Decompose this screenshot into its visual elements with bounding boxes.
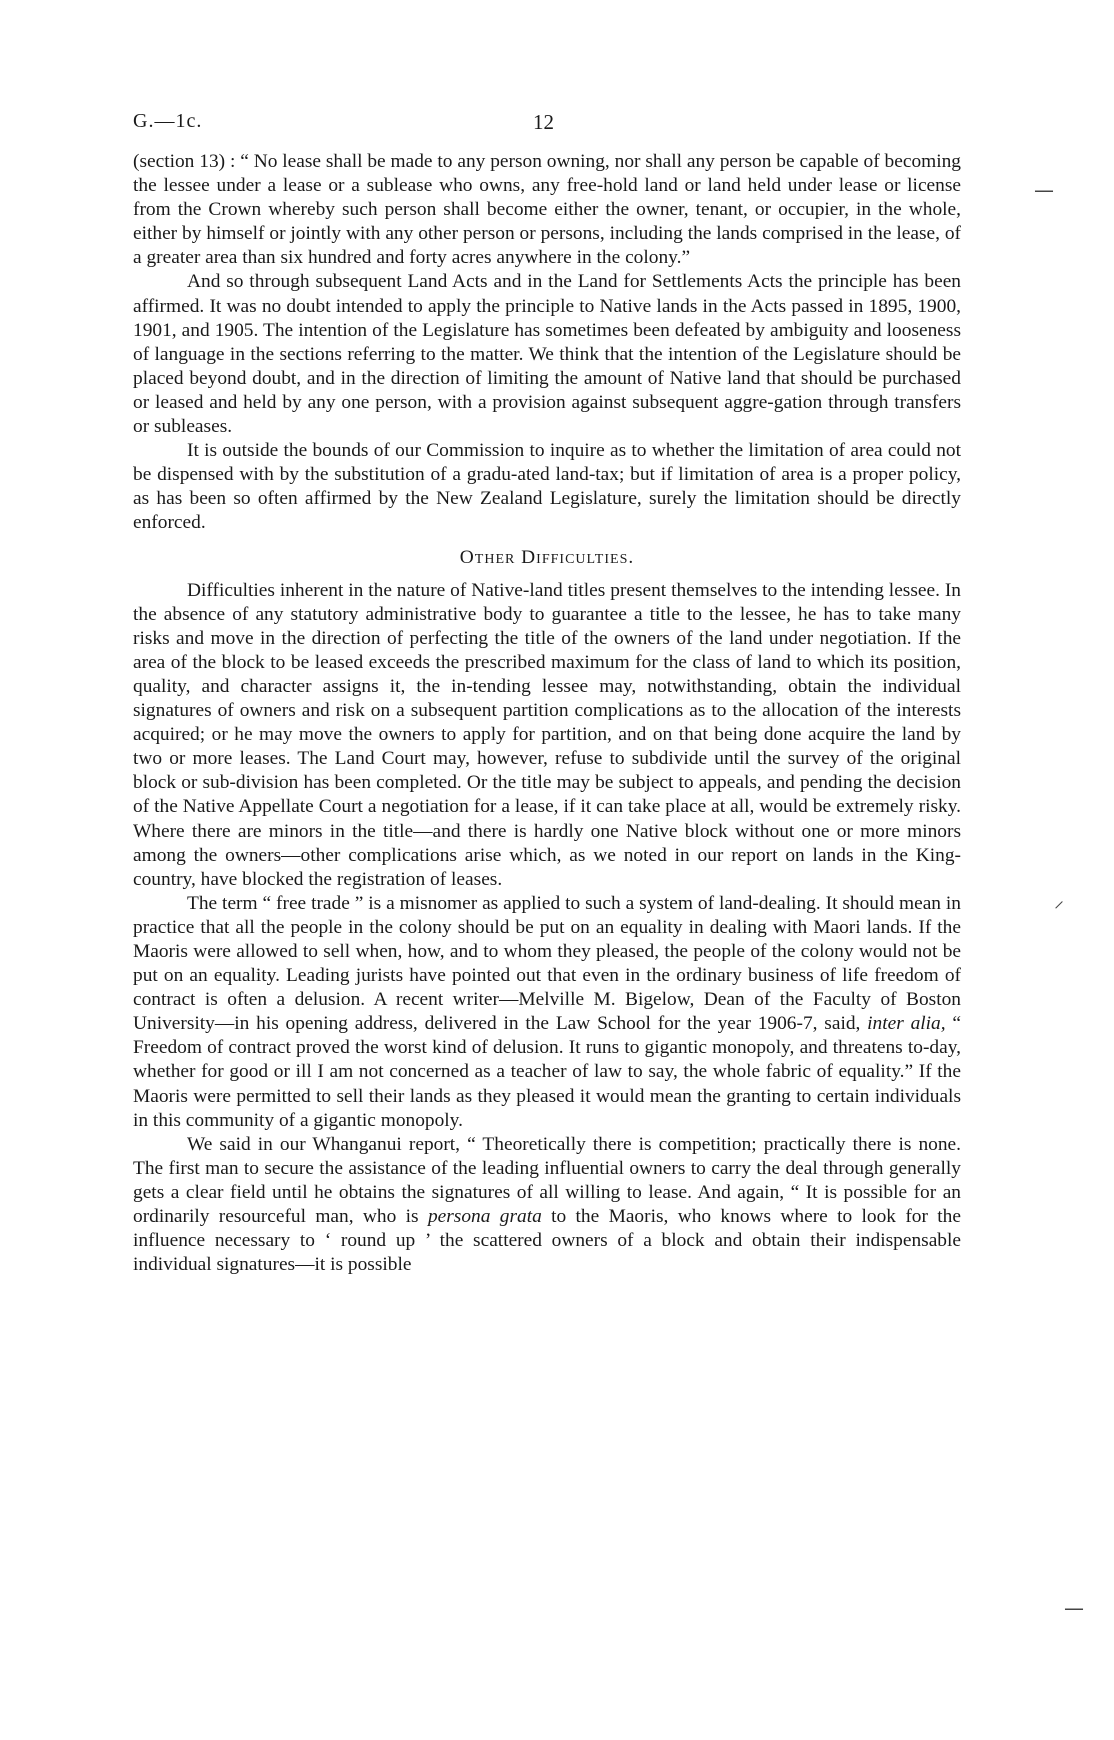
paragraph-graduated-land-tax: It is outside the bounds of our Commission to inquire as to whether the limitation of area could not be dispensed with by the substitution of a gradu-ated land-tax; but if limitation of area is a proper policy, as has been so often affirmed by the New Zealand Legislature, surely the limitation should be directly enforced.	[133, 440, 961, 534]
paragraph-section-13-quote: (section 13) : “ No lease shall be made to any person owning, nor shall any person be capable of becoming the lessee under a lease or a sublease who owns, any free-hold land or land held under lease or license from the Crown whereby such person shall become either the owner, tenant, or occupier, in the whole, either by himself or jointly with any other person or persons, including the lands comprised in the lease, of a greater area than six hundred and forty acres anywhere in the colony.”	[133, 151, 961, 269]
margin-mark-top: —	[1034, 178, 1054, 202]
paragraph-free-trade	[133, 892, 961, 1133]
margin-mark-middle: ⸝	[1054, 888, 1064, 912]
paragraph-land-acts: And so through subsequent Land Acts and in the Land for Settlements Acts the principle has been affirmed. It was no doubt intended to apply the principle to Native lands in the Acts passed in 1895, 1900, 1901, and 1905. The intention of the Legislature has sometimes been defeated by ambiguity and looseness of language in the sections referring to the matter. We think that the intention of the Legislature should be placed beyond doubt, and in the direction of limiting the amount of Native land that should be purchased or leased and held by any one person, with a provision against subsequent aggre-gation through transfers or subleases.	[133, 271, 961, 438]
whanganui-text-2: to the Maoris, who knows where to look for the influence necessary to ‘ round up ’ the scattered owners of a block and obtain their indispensable individual signatures—it is possible	[133, 1206, 961, 1276]
body-text	[133, 150, 961, 1277]
document-reference: G.—1c.	[133, 110, 203, 132]
paragraph-native-land-titles: Difficulties inherent in the nature of Native-land titles present themselves to the intending lessee. In the absence of any statutory administrative body to guarantee a title to the lessee, he has to take many risks and move in the direction of perfecting the title of the owners of the land under negotiation. If the area of the block to be leased exceeds the prescribed maximum for the class of land to which its position, quality, and character assigns it, the in-tending lessee may, notwithstanding, obtain the individual signatures of owners and risk on a subsequent partition complications as to the allocation of the interests acquired; or he may move the owners to apply for partition, and on that being done acquire the land by two or more leases. The Land Court may, however, refuse to subdivide until the survey of the original block or sub-division has been completed. Or the title may be subject to appeals, and pending the decision of the Native Appellate Court a negotiation for a lease, if it can take place at all, would be extremely risky. Where there are minors in the title—and there is hardly one Native block without one or more minors among the owners—other complications arise which, as we noted in our report on lands in the King-country, have blocked the registration of leases.	[133, 579, 961, 890]
section-heading-other-difficulties: Other Difficulties.	[459, 546, 635, 568]
whanganui-text-1: We said in our Whanganui report, “ Theoretically there is competition; practically there is none. The first man to secure the assistance of the leading influential owners to carry the deal through generally gets a clear field until he obtains the signatures of all willing to lease. And again, “ It is possible for an ordinarily resourceful man, who is	[133, 1133, 961, 1228]
inter-alia-italic: inter alia,	[867, 1013, 946, 1035]
margin-mark-bottom: —	[1064, 1596, 1084, 1620]
free-trade-text-1: The term “ free trade ” is a misnomer as applied to such a system of land-dealing. It should mean in practice that all the people in the colony should be put on an equality in dealing with Maori lands. If the Maoris were allowed to sell when, how, and to whom they pleased, the people of the colony would not be put on an equality. Leading jurists have pointed out that even in the ordinary business of life freedom of contract is often a delusion. A recent writer—Melville M. Bigelow, Dean of the Faculty of Boston University—in his opening address, delivered in the Law School for the year 1906-7, said,	[133, 892, 961, 1035]
page-number: 12	[533, 110, 554, 134]
free-trade-text-2: “ Freedom of contract proved the worst kind of delusion. It runs to gigantic monopoly, and threatens to-day, whether for good or ill I am not concerned as a teacher of law to say, the whole fabric of equality.” If the Maoris were permitted to sell their lands as they pleased it would mean the granting to certain individuals in this community of a gigantic monopoly.	[133, 1013, 961, 1131]
page-header	[133, 110, 961, 146]
persona-grata-italic: persona grata	[427, 1206, 542, 1228]
paragraph-whanganui-report	[133, 1133, 961, 1278]
